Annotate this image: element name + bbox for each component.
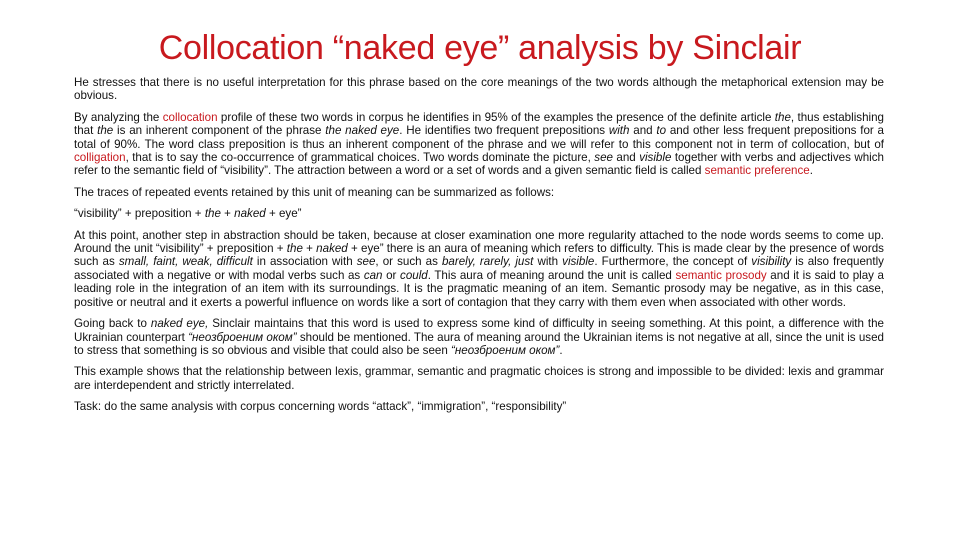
- paragraph-task: Task: do the same analysis with corpus concerning words “attack”, “immigration”, “responsibility”: [74, 400, 567, 414]
- term-the: the: [286, 242, 303, 256]
- text-run: together with verbs and adjectives which refer to the semantic field of “visibility”. The attraction between a word or a set of words and a given semantic field is called: [74, 151, 884, 178]
- term-naked-eye: naked eye,: [150, 317, 209, 331]
- term-could: could: [400, 268, 428, 282]
- paragraph-semantic-prosody: [74, 229, 884, 309]
- text-run: + eye”: [265, 207, 302, 221]
- term-visibility: visibility: [751, 255, 792, 269]
- text-run: Sinclair maintains that this word is used to express some kind of difficulty in seeing something. At this point, a difference with the Ukrainian counterpart: [74, 317, 884, 344]
- text-run: or: [382, 268, 401, 282]
- text-run: , thus establishing that: [74, 110, 884, 138]
- paragraph-ukrainian: [74, 317, 884, 357]
- text-run: and it is said to play a leading role in the integration of an item with its surroundings. It is the pragmatic meaning of an item. Semantic prosody may be negative, as in this case, positive or neutral and it exerts a powerful influence on words like a sort of contagion that they carry with them even when associated with other words.: [74, 268, 884, 309]
- term-the: the: [774, 110, 791, 124]
- text-run: and other less frequent prepositions for a total of 90%. The word class preposition is thus an inherent component of the phrase and we will refer to this component not in term of collocation, but of: [74, 124, 884, 151]
- text-run: +: [220, 207, 235, 221]
- term-semantic-prosody: semantic prosody: [675, 268, 767, 282]
- slide-title: Collocation “naked eye” analysis by Sinclair: [158, 29, 802, 67]
- text-run: should be mentioned. The aura of meaning around the Ukrainian items is not negative at all, since the unit is used to stress that something is so obvious and visible that could also be seen: [74, 330, 884, 357]
- paragraph-conclusion: This example shows that the relationship between lexis, grammar, semantic and pragmatic choices is strong and impossible to be divided: lexis and grammar are interdependent and strictly interrelated.: [74, 365, 884, 392]
- term-can: can: [363, 268, 383, 282]
- text-run: profile of these two words in corpus he identifies in 95% of the examples the presence of the definite article: [217, 110, 775, 124]
- term-visible: visible: [639, 151, 672, 165]
- text-run: Going back to: [74, 317, 151, 331]
- term-see: see: [594, 151, 613, 165]
- text-run: . Furthermore, the concept of: [594, 255, 752, 269]
- slide-body: [74, 76, 884, 422]
- term-naked: naked: [234, 207, 266, 221]
- term-with: with: [608, 124, 630, 138]
- text-run: . This aura of meaning around the unit is called: [427, 268, 676, 282]
- term-ukrainian-phrase: “неозброеним оком”: [188, 330, 297, 344]
- text-run: By analyzing the: [74, 110, 163, 124]
- term-see: see: [356, 255, 376, 269]
- text-run: is an inherent component of the phrase: [113, 124, 326, 138]
- text-run: .: [559, 343, 563, 357]
- term-adjectives: small, faint, weak, difficult: [118, 255, 253, 269]
- paragraph-interpretation: He stresses that there is no useful interpretation for this phrase based on the core meanings of the two words although the metaphorical extension may be obvious.: [74, 76, 884, 103]
- text-run: + eye” there is an aura of meaning which refers to difficulty. This is made clear by the presence of words such as: [74, 242, 884, 269]
- term-semantic-preference: semantic preference: [704, 164, 810, 178]
- text-run: with: [533, 255, 563, 269]
- paragraph-traces: The traces of repeated events retained by this unit of meaning can be summarized as follows:: [74, 185, 555, 199]
- term-to: to: [656, 124, 667, 138]
- text-run: “visibility” + preposition +: [74, 207, 205, 221]
- text-run: At this point, another step in abstraction should be taken, because at closer examination one more regularity attached to the node words seems to come up. Around the unit “visibility” + preposition +: [74, 228, 884, 256]
- term-adverbs: barely, rarely, just: [441, 255, 534, 269]
- paragraph-formula: [74, 207, 884, 220]
- text-run: and: [629, 124, 657, 138]
- text-run: in association with: [252, 255, 357, 269]
- text-run: .: [809, 164, 813, 178]
- term-ukrainian-phrase: “неозброеним оком”: [451, 343, 560, 357]
- text-run: +: [302, 242, 317, 256]
- text-run: , that is to say the co-occurrence of grammatical choices. Two words dominate the picture,: [125, 151, 595, 165]
- term-the: the: [97, 124, 114, 138]
- text-run: . He identifies two frequent prepositions: [399, 124, 609, 138]
- term-naked: naked: [316, 242, 348, 256]
- paragraph-collocation-analysis: [74, 111, 884, 178]
- term-the-naked-eye: the naked eye: [325, 124, 400, 138]
- term-colligation: colligation: [74, 151, 126, 165]
- text-run: is also frequently associated with a negative or with modal verbs such as: [74, 255, 884, 282]
- text-run: and: [612, 151, 640, 165]
- term-collocation: collocation: [162, 110, 218, 124]
- term-visible: visible: [562, 255, 595, 269]
- text-run: , or such as: [375, 255, 442, 269]
- term-the: the: [204, 207, 221, 221]
